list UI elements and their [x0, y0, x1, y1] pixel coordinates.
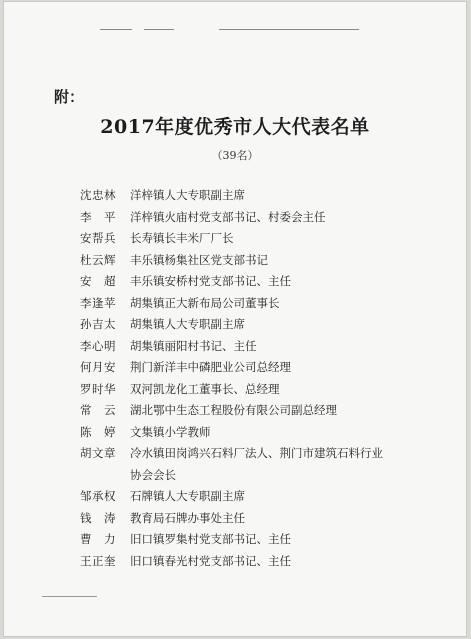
list-item — [80, 293, 400, 315]
member-name: 陈 婷 — [80, 424, 116, 439]
page-title: 2017年度优秀市人大代表名单 — [100, 116, 370, 138]
member-name: 李心明 — [80, 338, 116, 353]
member-position: 旧口镇罗集村党支部书记、主任 — [130, 532, 291, 546]
member-name: 曹 力 — [80, 532, 116, 546]
header-rule — [100, 29, 132, 30]
member-position: 荆门新洋丰中磷肥业公司总经理 — [130, 360, 291, 374]
document-page — [4, 2, 466, 636]
member-list — [80, 185, 400, 572]
member-position: 胡集镇人大专职副主席 — [130, 317, 245, 331]
member-position: 文集镇小学教师 — [130, 424, 211, 439]
member-name: 孙吉太 — [80, 317, 116, 331]
member-position: 湖北鄂中生态工程股份有限公司副总经理 — [130, 403, 337, 417]
member-position: 冷水镇田岗鸿兴石料厂法人、荆门市建筑石料行业 — [130, 446, 383, 460]
list-item — [80, 400, 400, 422]
member-position: 旧口镇春光村党支部书记、主任 — [130, 553, 291, 568]
member-position: 双河凯龙化工董事长、总经理 — [130, 381, 280, 396]
member-position: 洋梓镇人大专职副主席 — [130, 188, 245, 202]
member-position: 胡集镇正大新布局公司董事长 — [130, 295, 280, 310]
list-item — [80, 207, 400, 229]
member-name: 王正奎 — [80, 553, 116, 568]
footer-rule — [42, 596, 97, 597]
member-position: 长寿镇长丰米厂厂长 — [130, 231, 234, 245]
member-name: 安 超 — [80, 274, 116, 288]
member-name: 胡文章 — [80, 446, 116, 460]
member-name: 李 平 — [80, 209, 116, 224]
member-position: 丰乐镇安桥村党支部书记、主任 — [130, 274, 291, 288]
member-position: 教育局石牌办事处主任 — [130, 510, 245, 525]
member-name: 钱 涛 — [80, 510, 116, 525]
member-position: 洋梓镇火庙村党支部书记、村委会主任 — [130, 209, 326, 224]
member-name: 邹承权 — [80, 489, 116, 503]
list-item — [80, 314, 400, 336]
member-name: 何月安 — [80, 360, 116, 374]
member-name: 罗时华 — [80, 381, 116, 396]
list-item — [80, 336, 400, 358]
list-item-continuation — [80, 465, 400, 487]
list-item — [80, 551, 400, 573]
list-item — [80, 508, 400, 530]
list-item — [80, 443, 400, 465]
list-item — [80, 185, 400, 207]
list-item — [80, 486, 400, 508]
member-name: 杜云辉 — [80, 252, 116, 267]
header-rule — [219, 29, 359, 30]
member-position-continued: 协会会长 — [130, 467, 176, 482]
list-item — [80, 529, 400, 551]
list-item — [80, 422, 400, 444]
header-rule — [144, 29, 174, 30]
list-item — [80, 379, 400, 401]
member-position: 石牌镇人大专职副主席 — [130, 489, 245, 503]
member-name: 安帮兵 — [80, 231, 116, 245]
list-item — [80, 228, 400, 250]
list-item — [80, 271, 400, 293]
member-name: 李逢苹 — [80, 295, 116, 310]
member-count: （39名） — [211, 149, 259, 162]
member-name: 沈忠林 — [80, 188, 116, 202]
attachment-label: 附： — [54, 88, 85, 106]
list-item — [80, 250, 400, 272]
member-position: 丰乐镇杨集社区党支部书记 — [130, 252, 268, 267]
member-position: 胡集镇丽阳村书记、主任 — [130, 338, 257, 353]
member-name: 常 云 — [80, 403, 116, 417]
list-item — [80, 357, 400, 379]
